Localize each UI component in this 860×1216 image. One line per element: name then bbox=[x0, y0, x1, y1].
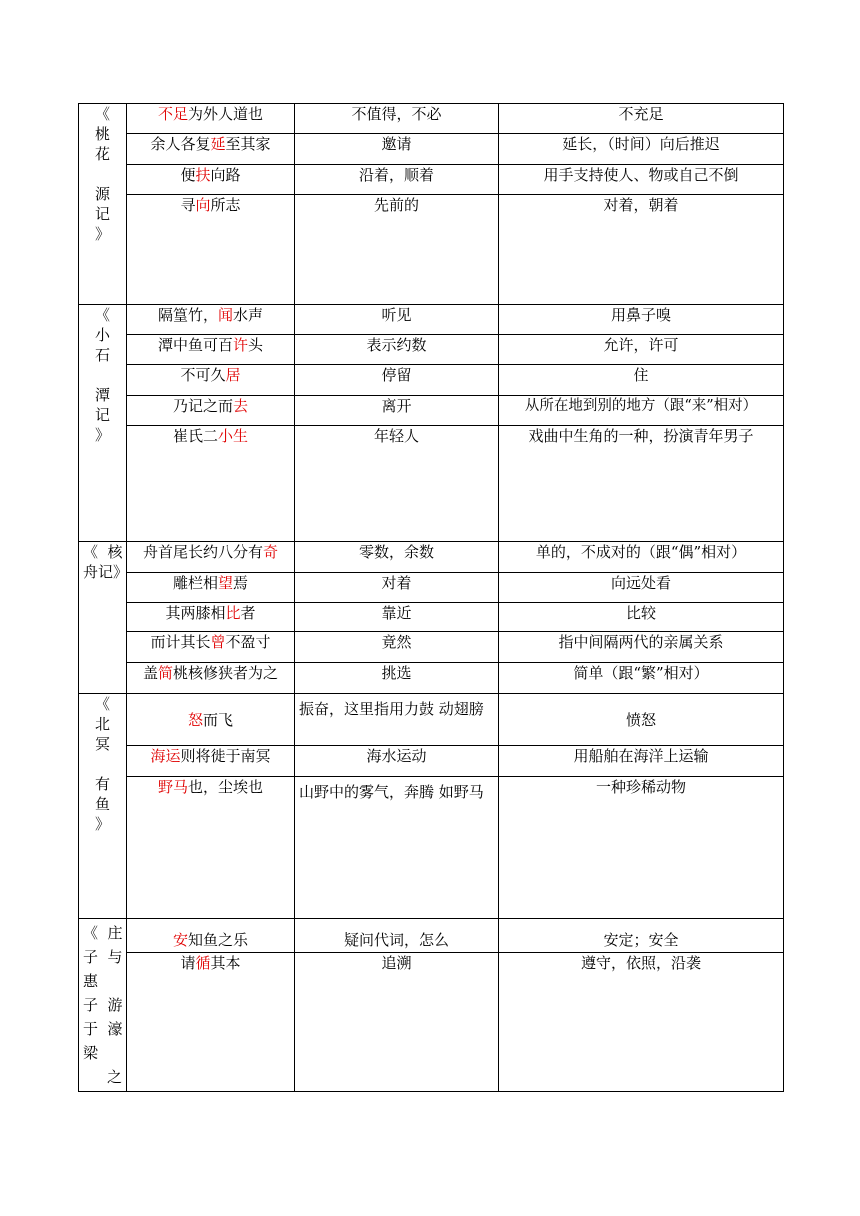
common-meaning: 用手支持使人、物或自己不倒 bbox=[499, 165, 784, 195]
meaning-in-text: 追溯 bbox=[295, 953, 499, 1092]
table-row bbox=[79, 919, 784, 953]
common-meaning: 单的，不成对的（跟“偶”相对） bbox=[499, 542, 784, 573]
table-row bbox=[79, 365, 784, 396]
table-row bbox=[79, 195, 784, 305]
meaning-in-text: 年轻人 bbox=[295, 426, 499, 542]
common-meaning: 允许，许可 bbox=[499, 335, 784, 365]
meaning-in-text: 对着 bbox=[295, 573, 499, 603]
table-row bbox=[79, 426, 784, 542]
section-title: 《 北 冥 有 鱼 》 bbox=[79, 694, 127, 919]
example-sentence: 盖简桃核修狭者为之 bbox=[127, 663, 295, 694]
key-word: 向 bbox=[195, 196, 211, 214]
key-word: 比 bbox=[225, 604, 241, 622]
common-meaning: 对着，朝着 bbox=[499, 195, 784, 305]
common-meaning: 安定；安全 bbox=[499, 919, 784, 953]
key-word: 去 bbox=[233, 397, 249, 415]
meaning-in-text: 沿着，顺着 bbox=[295, 165, 499, 195]
table-row bbox=[79, 777, 784, 919]
table-row bbox=[79, 165, 784, 195]
example-sentence: 其两膝相比者 bbox=[127, 603, 295, 632]
table-row bbox=[79, 603, 784, 632]
common-meaning: 愤怒 bbox=[499, 694, 784, 746]
table-row bbox=[79, 542, 784, 573]
example-sentence: 不可久居 bbox=[127, 365, 295, 396]
key-word: 奇 bbox=[263, 543, 279, 561]
meaning-in-text: 听见 bbox=[295, 305, 499, 335]
table-row bbox=[79, 953, 784, 1092]
common-meaning: 用船舶在海洋上运输 bbox=[499, 746, 784, 777]
table-row bbox=[79, 134, 784, 165]
table-row bbox=[79, 694, 784, 746]
example-sentence: 隔篁竹，闻水声 bbox=[127, 305, 295, 335]
key-word: 安 bbox=[172, 931, 188, 949]
key-word: 循 bbox=[195, 954, 211, 972]
meaning-in-text: 竟然 bbox=[295, 632, 499, 663]
key-word: 闻 bbox=[217, 306, 233, 324]
common-meaning: 比较 bbox=[499, 603, 784, 632]
meaning-in-text: 疑问代词，怎么 bbox=[295, 919, 499, 953]
example-sentence: 不足为外人道也 bbox=[127, 104, 295, 134]
meaning-in-text: 零数，余数 bbox=[295, 542, 499, 573]
example-sentence: 安知鱼之乐 bbox=[127, 919, 295, 953]
key-word: 曾 bbox=[210, 633, 226, 651]
table-row bbox=[79, 104, 784, 134]
word-meaning-table bbox=[78, 103, 784, 1092]
meaning-in-text: 停留 bbox=[295, 365, 499, 396]
common-meaning: 用鼻子嗅 bbox=[499, 305, 784, 335]
key-word: 许 bbox=[232, 336, 248, 354]
meaning-in-text: 邀请 bbox=[295, 134, 499, 165]
key-word: 小生 bbox=[218, 427, 249, 445]
common-meaning: 指中间隔两代的亲属关系 bbox=[499, 632, 784, 663]
key-word: 扶 bbox=[195, 166, 211, 184]
table-row bbox=[79, 573, 784, 603]
key-word: 延 bbox=[210, 135, 226, 153]
section-title: 《 庄 子 与 惠 子 游 于 濠 梁 之 bbox=[79, 919, 127, 1092]
example-sentence: 崔氏二小生 bbox=[127, 426, 295, 542]
key-word: 居 bbox=[225, 366, 241, 384]
example-sentence: 而计其长曾不盈寸 bbox=[127, 632, 295, 663]
common-meaning: 延长，（时间）向后推迟 bbox=[499, 134, 784, 165]
meaning-in-text: 表示约数 bbox=[295, 335, 499, 365]
table-row bbox=[79, 632, 784, 663]
common-meaning: 从所在地到别的地方（跟“来”相对） bbox=[499, 396, 784, 426]
key-word: 不足 bbox=[157, 105, 188, 123]
meaning-in-text: 山野中的雾气，奔腾 如野马 bbox=[295, 777, 499, 919]
table-row bbox=[79, 396, 784, 426]
example-sentence: 便扶向路 bbox=[127, 165, 295, 195]
example-sentence: 雕栏相望焉 bbox=[127, 573, 295, 603]
meaning-in-text: 挑选 bbox=[295, 663, 499, 694]
example-sentence: 野马也，尘埃也 bbox=[127, 777, 295, 919]
meaning-in-text: 靠近 bbox=[295, 603, 499, 632]
section-title: 《 小 石 潭 记 》 bbox=[79, 305, 127, 542]
example-sentence: 请循其本 bbox=[127, 953, 295, 1092]
table-row bbox=[79, 305, 784, 335]
key-word: 简 bbox=[157, 664, 173, 682]
example-sentence: 怒而飞 bbox=[127, 694, 295, 746]
example-sentence: 海运则将徙于南冥 bbox=[127, 746, 295, 777]
common-meaning: 不充足 bbox=[499, 104, 784, 134]
section-title: 《 核 舟记》 bbox=[79, 542, 127, 694]
key-word: 野马 bbox=[157, 778, 188, 796]
key-word: 海运 bbox=[150, 747, 181, 765]
key-word: 怒 bbox=[187, 711, 203, 729]
common-meaning: 向远处看 bbox=[499, 573, 784, 603]
meaning-in-text: 先前的 bbox=[295, 195, 499, 305]
key-word: 望 bbox=[217, 574, 233, 592]
example-sentence: 寻向所志 bbox=[127, 195, 295, 305]
meaning-in-text: 不值得，不必 bbox=[295, 104, 499, 134]
meaning-in-text: 海水运动 bbox=[295, 746, 499, 777]
example-sentence: 舟首尾长约八分有奇 bbox=[127, 542, 295, 573]
section-title: 《 桃 花 源 记 》 bbox=[79, 104, 127, 305]
common-meaning: 戏曲中生角的一种，扮演青年男子 bbox=[499, 426, 784, 542]
example-sentence: 乃记之而去 bbox=[127, 396, 295, 426]
example-sentence: 余人各复延至其家 bbox=[127, 134, 295, 165]
common-meaning: 简单（跟“繁”相对） bbox=[499, 663, 784, 694]
example-sentence: 潭中鱼可百许头 bbox=[127, 335, 295, 365]
common-meaning: 住 bbox=[499, 365, 784, 396]
meaning-in-text: 振奋，这里指用力鼓 动翅膀 bbox=[295, 694, 499, 746]
common-meaning: 遵守，依照，沿袭 bbox=[499, 953, 784, 1092]
table-row bbox=[79, 663, 784, 694]
table-row bbox=[79, 746, 784, 777]
table-row bbox=[79, 335, 784, 365]
common-meaning: 一种珍稀动物 bbox=[499, 777, 784, 919]
meaning-in-text: 离开 bbox=[295, 396, 499, 426]
